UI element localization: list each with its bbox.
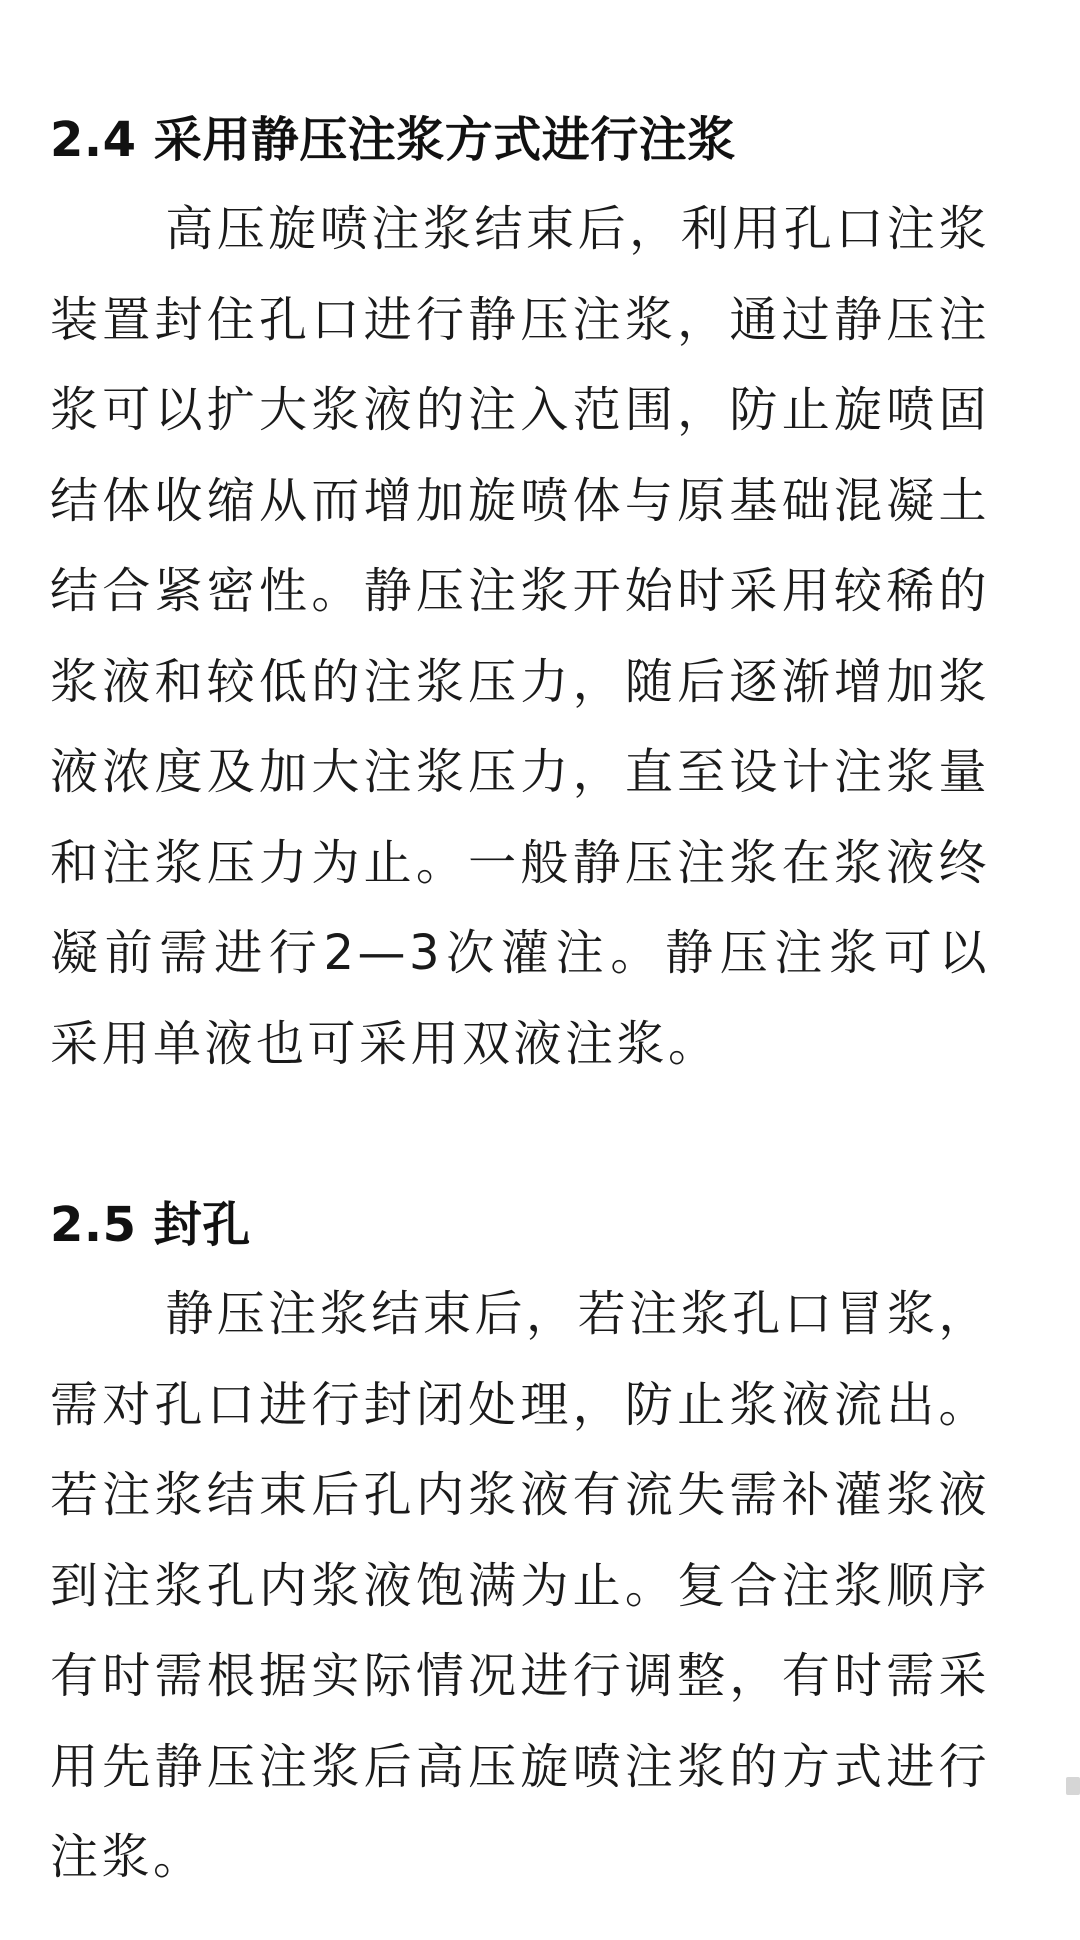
section-2-4 <box>50 100 1050 1089</box>
scrollbar-thumb[interactable] <box>1066 1777 1080 1795</box>
section-paragraph: 高压旋喷注浆结束后，利用孔口注浆装置封住孔口进行静压注浆，通过静压注浆可以扩大浆液的注入范围，防止旋喷固结体收缩从而增加旋喷体与原基础混凝土结合紧密性。静压注浆开始时采用较稀的浆液和较低的注浆压力，随后逐渐增加浆液浓度及加大注浆压力，直至设计注浆量和注浆压力为止。一般静压注浆在浆液终凝前需进行2—3次灌注。静压注浆可以采用单液也可采用双液注浆。 <box>50 201 990 1072</box>
section-heading: 2.5 封孔 <box>50 1197 251 1253</box>
article-content <box>50 100 1050 1903</box>
section-2-5 <box>50 1185 1050 1903</box>
section-paragraph: 静压注浆结束后，若注浆孔口冒浆，需对孔口进行封闭处理，防止浆液流出。若注浆结束后孔内浆液有流失需补灌浆液到注浆孔内浆液饱满为止。复合注浆顺序有时需根据实际情况进行调整，有时需采用先静压注浆后高压旋喷注浆的方式进行注浆。 <box>50 1286 990 1885</box>
section-heading: 2.4 采用静压注浆方式进行注浆 <box>50 112 736 168</box>
